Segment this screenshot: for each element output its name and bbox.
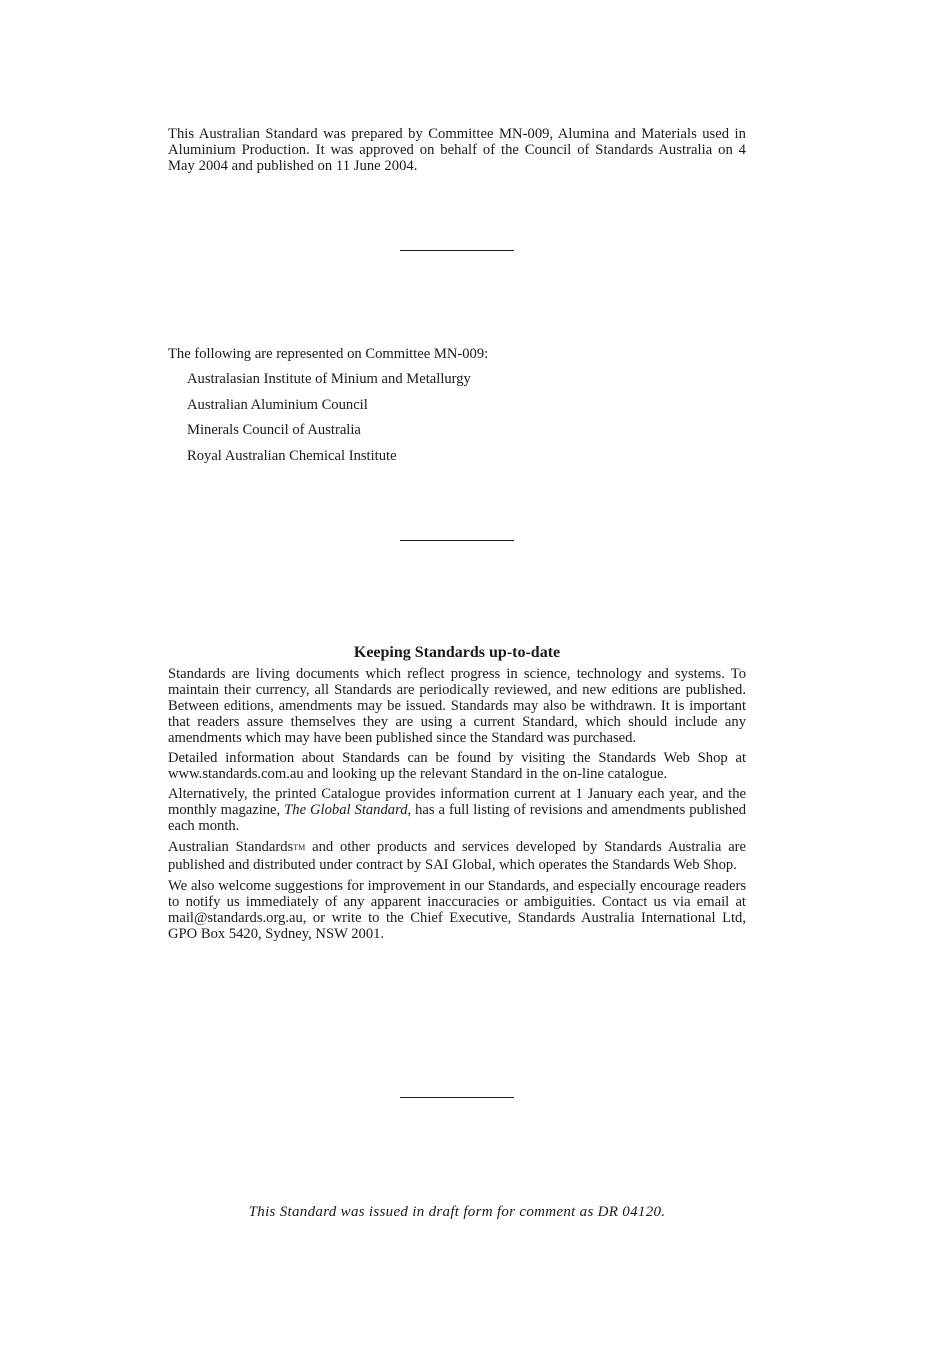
section-divider-2 [400, 540, 514, 541]
committee-member: Royal Australian Chemical Institute [187, 447, 397, 464]
paragraph-web-shop: Detailed information about Standards can be found by visiting the Standards Web Shop at www.standards.com.au and looking up the relevant Standard in the on-line catalogue. [168, 750, 746, 782]
section-divider-3 [400, 1097, 514, 1098]
draft-note: This Standard was issued in draft form for comment as DR 04120. [248, 1204, 666, 1220]
catalogue-text-end: , has a full listing of revisions and amendments published each month. [168, 802, 746, 834]
paragraph-catalogue [168, 786, 746, 834]
committee-member: Minerals Council of Australia [187, 422, 361, 438]
committee-intro: The following are represented on Committee MN-009: [168, 346, 489, 362]
sai-text-end: and other products and services developed by Standards Australia are published and distributed under contract by SAI Global, which operates the Standards Web Shop. [168, 839, 747, 873]
committee-member: Australian Aluminium Council [187, 396, 368, 413]
committee-member: Australasian Institute of Minium and Metallurgy [187, 371, 471, 387]
trademark-mark: TM [293, 843, 306, 852]
catalogue-text-start: Alternatively, the printed Catalogue provides information current at 1 January each year, and the monthly magazine, [168, 786, 746, 818]
preparation-note: This Australian Standard was prepared by Committee MN-009, Alumina and Materials used in Aluminium Production. It was approved on behalf of the Council of Standards Australia on 4 May 2004 and published on 11 June 2004. [168, 126, 746, 174]
committee-member-list [168, 370, 746, 465]
keeping-standards-heading: Keeping Standards up-to-date [353, 644, 561, 661]
committee-representation [168, 345, 746, 472]
sai-text-start: Australian Standards [168, 839, 294, 855]
paragraph-living-documents: Standards are living documents which reflect progress in science, technology and systems. To maintain their currency, all Standards are periodically reviewed, and new editions are published. Between editions, amendments may be issued. Standards may also be withdrawn. It is important that readers assure themselves they are using a current Standard, which should include any amendments which may have been published since the Standard was purchased. [168, 666, 746, 746]
paragraph-suggestions: We also welcome suggestions for improvement in our Standards, and especially encourage readers to notify us immediately of any apparent inaccuracies or ambiguities. Contact us via email at mail@standards.org.au, or write to the Chief Executive, Standards Australia International Ltd, GPO Box 5420, Sydney, NSW 2001. [168, 878, 746, 942]
paragraph-sai-global [168, 838, 746, 874]
keeping-standards-body [168, 666, 746, 946]
section-divider-1 [400, 250, 514, 251]
magazine-title: The Global Standard [284, 802, 408, 818]
